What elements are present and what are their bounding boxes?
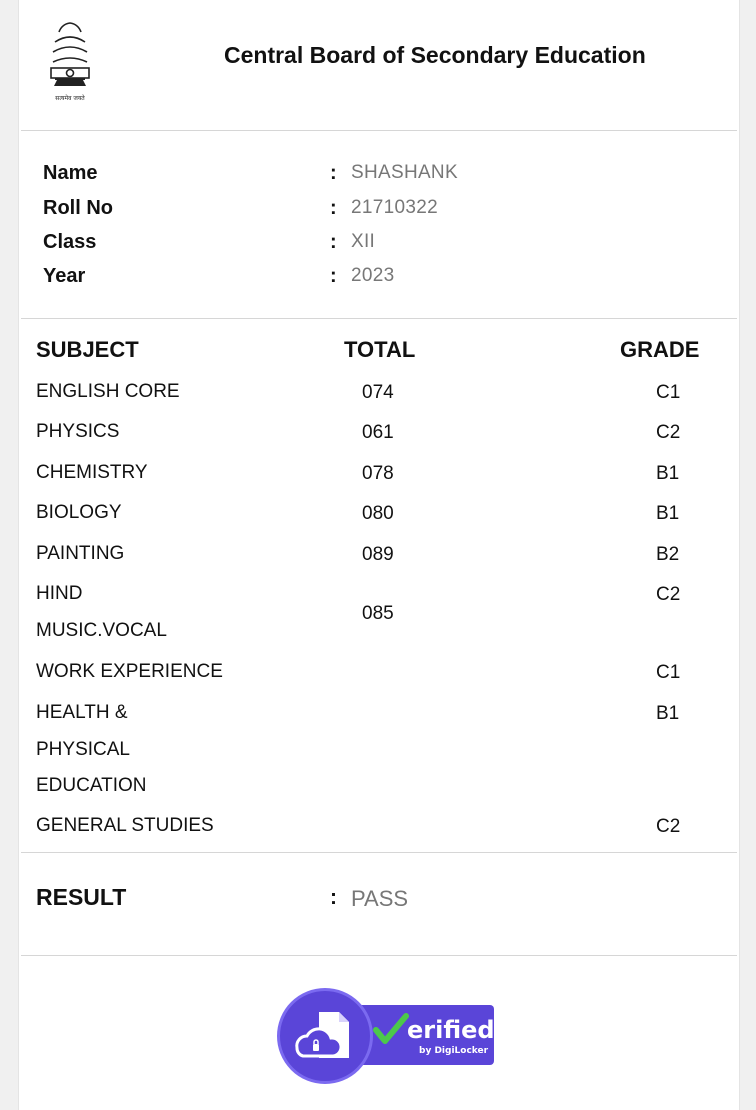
subject-total: 078 — [362, 463, 394, 484]
info-value-roll-no: 21710322 — [351, 197, 438, 218]
page-title: Central Board of Secondary Education — [224, 42, 646, 68]
info-value-class: XII — [351, 231, 376, 252]
verified-text: erified — [407, 1016, 495, 1044]
subject-grade: B1 — [656, 503, 680, 524]
subject-name: PHYSICS — [36, 421, 120, 442]
info-row-class — [43, 231, 723, 261]
subject-name: WORK EXPERIENCE — [36, 661, 223, 682]
verified-badge[interactable] — [277, 988, 497, 1084]
subject-name: HEALTH & PHYSICAL EDUCATION — [36, 702, 147, 796]
subject-total: 074 — [362, 382, 394, 403]
subject-grade: C1 — [656, 662, 681, 683]
info-row-year — [43, 265, 723, 295]
info-value-name: SHASHANK — [351, 162, 458, 183]
subject-name: GENERAL STUDIES — [36, 815, 214, 836]
divider — [21, 955, 737, 956]
subject-grade: C2 — [656, 584, 681, 605]
national-emblem-icon — [41, 20, 99, 108]
subject-grade: C2 — [656, 422, 681, 443]
subject-name: HIND MUSIC.VOCAL — [36, 583, 167, 641]
info-label: Year — [43, 265, 86, 287]
divider — [21, 852, 737, 853]
colon: : — [330, 265, 337, 287]
subject-total: 061 — [362, 422, 394, 443]
subject-name: ENGLISH CORE — [36, 381, 180, 402]
checkmark-icon — [373, 1012, 409, 1048]
subject-grade: B1 — [656, 703, 680, 724]
colon: : — [330, 197, 337, 219]
result-value: PASS — [351, 886, 409, 911]
subject-name: BIOLOGY — [36, 502, 122, 523]
subject-total: 080 — [362, 503, 394, 524]
divider — [21, 318, 737, 319]
colon: : — [330, 231, 337, 253]
subject-total: 089 — [362, 544, 394, 565]
subject-grade: C2 — [656, 816, 681, 837]
column-header-grade: GRADE — [620, 337, 700, 362]
info-label: Roll No — [43, 197, 113, 219]
colon: : — [330, 162, 337, 184]
info-label: Class — [43, 231, 97, 253]
info-row-roll-no — [43, 197, 723, 227]
colon: : — [330, 886, 337, 909]
emblem-motto: सत्यमेव जयते — [55, 95, 85, 102]
result-label: RESULT — [36, 884, 127, 910]
digilocker-text: by DigiLocker — [419, 1046, 489, 1056]
subject-name: CHEMISTRY — [36, 462, 148, 483]
info-value-year: 2023 — [351, 265, 395, 286]
divider — [21, 130, 737, 131]
subject-grade: B1 — [656, 463, 680, 484]
info-row-name — [43, 162, 723, 192]
header — [19, 0, 739, 130]
subject-grade: B2 — [656, 544, 680, 565]
info-label: Name — [43, 162, 98, 184]
cloud-document-icon — [289, 1006, 359, 1066]
subject-total: 085 — [362, 603, 394, 624]
subject-grade: C1 — [656, 382, 681, 403]
subject-name: PAINTING — [36, 543, 125, 564]
marksheet-card — [18, 0, 740, 1110]
column-header-total: TOTAL — [344, 337, 416, 362]
column-header-subject: SUBJECT — [36, 337, 139, 362]
